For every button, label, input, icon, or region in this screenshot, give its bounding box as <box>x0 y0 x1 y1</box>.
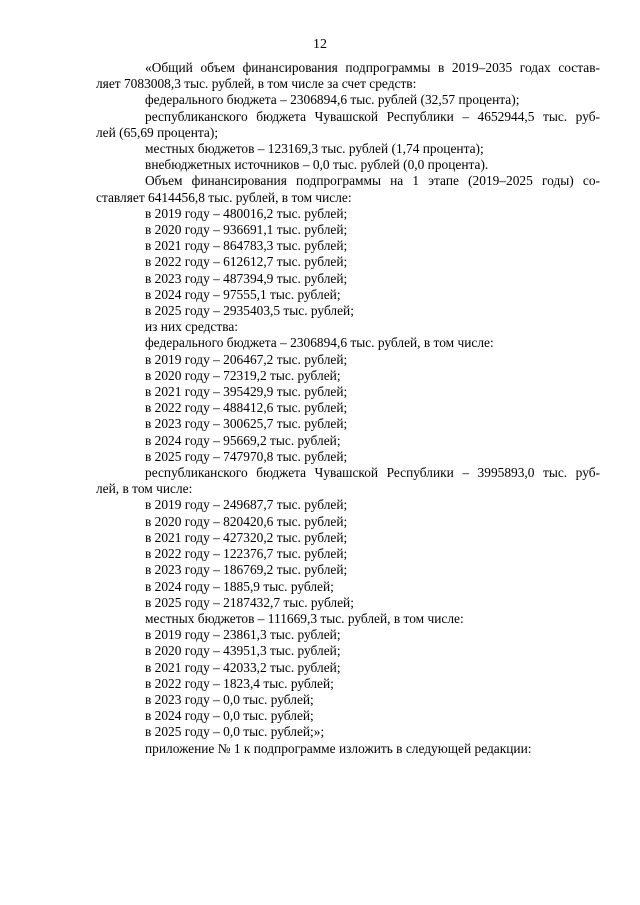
text-line: федерального бюджета – 2306894,6 тыс. рублей (32,57 процента); <box>145 92 520 108</box>
text-line: в 2024 году – 97555,1 тыс. рублей; <box>145 286 341 302</box>
text-line: в 2025 году – 0,0 тыс. рублей;»; <box>145 724 325 740</box>
text-line: приложение № 1 к подпрограмме изложить в следующей редакции: <box>145 740 532 756</box>
text-line: внебюджетных источников – 0,0 тыс. рублей (0,0 процента). <box>145 157 489 173</box>
text-line: из них средства: <box>145 319 239 335</box>
text-line: местных бюджетов – 123169,3 тыс. рублей (1,74 процента); <box>145 141 484 157</box>
text-line: Объем финансирования подпрограммы на 1 этапе (2019–2025 годы) со- <box>145 173 600 189</box>
text-line: в 2022 году – 612612,7 тыс. рублей; <box>145 254 348 270</box>
text-line: лей (65,69 процента); <box>96 124 219 140</box>
text-line: республиканского бюджета Чувашской Республики – 4652944,5 тыс. руб- <box>145 108 600 124</box>
text-line: в 2025 году – 2935403,5 тыс. рублей; <box>145 303 354 319</box>
text-line: в 2023 году – 0,0 тыс. рублей; <box>145 691 314 707</box>
text-line: в 2025 году – 2187432,7 тыс. рублей; <box>145 594 354 610</box>
text-line: в 2020 году – 820420,6 тыс. рублей; <box>145 513 348 529</box>
text-line: «Общий объем финансирования подпрограммы в 2019–2035 годах состав- <box>145 60 600 75</box>
text-line: местных бюджетов – 111669,3 тыс. рублей, в том числе: <box>145 610 464 626</box>
text-line: в 2021 году – 427320,2 тыс. рублей; <box>145 529 348 545</box>
text-line: в 2023 году – 487394,9 тыс. рублей; <box>145 270 348 286</box>
text-line: федерального бюджета – 2306894,6 тыс. рублей, в том числе: <box>145 335 494 351</box>
text-line: в 2021 году – 42033,2 тыс. рублей; <box>145 659 341 675</box>
text-line: в 2023 году – 186769,2 тыс. рублей; <box>145 562 348 578</box>
text-line: лей, в том числе: <box>96 481 193 497</box>
page-number: 12 <box>313 37 327 52</box>
text-line: в 2021 году – 395429,9 тыс. рублей; <box>145 384 348 400</box>
text-line: в 2022 году – 1823,4 тыс. рублей; <box>145 675 334 691</box>
text-line: в 2019 году – 23861,3 тыс. рублей; <box>145 627 341 643</box>
text-line: в 2025 году – 747970,8 тыс. рублей; <box>145 448 348 464</box>
text-line: в 2024 году – 1885,9 тыс. рублей; <box>145 578 334 594</box>
text-line: ляет 7083008,3 тыс. рублей, в том числе за счет средств: <box>96 76 417 92</box>
text-line: в 2021 году – 864783,3 тыс. рублей; <box>145 238 348 254</box>
text-line: в 2020 году – 936691,1 тыс. рублей; <box>145 222 348 238</box>
text-line: в 2020 году – 43951,3 тыс. рублей; <box>145 643 341 659</box>
text-line: в 2024 году – 0,0 тыс. рублей; <box>145 708 314 724</box>
text-line: в 2020 году – 72319,2 тыс. рублей; <box>145 367 341 383</box>
text-line: в 2019 году – 480016,2 тыс. рублей; <box>145 205 348 221</box>
text-line: в 2022 году – 122376,7 тыс. рублей; <box>145 546 348 562</box>
text-line: ставляет 6414456,8 тыс. рублей, в том числе: <box>96 189 352 205</box>
text-line: в 2023 году – 300625,7 тыс. рублей; <box>145 416 348 432</box>
text-line: республиканского бюджета Чувашской Республики – 3995893,0 тыс. руб- <box>145 465 600 481</box>
document-body <box>96 60 600 757</box>
text-line: в 2019 году – 206467,2 тыс. рублей; <box>145 351 348 367</box>
text-line: в 2019 году – 249687,7 тыс. рублей; <box>145 497 348 513</box>
text-line: в 2022 году – 488412,6 тыс. рублей; <box>145 400 348 416</box>
text-line: в 2024 году – 95669,2 тыс. рублей; <box>145 432 341 448</box>
